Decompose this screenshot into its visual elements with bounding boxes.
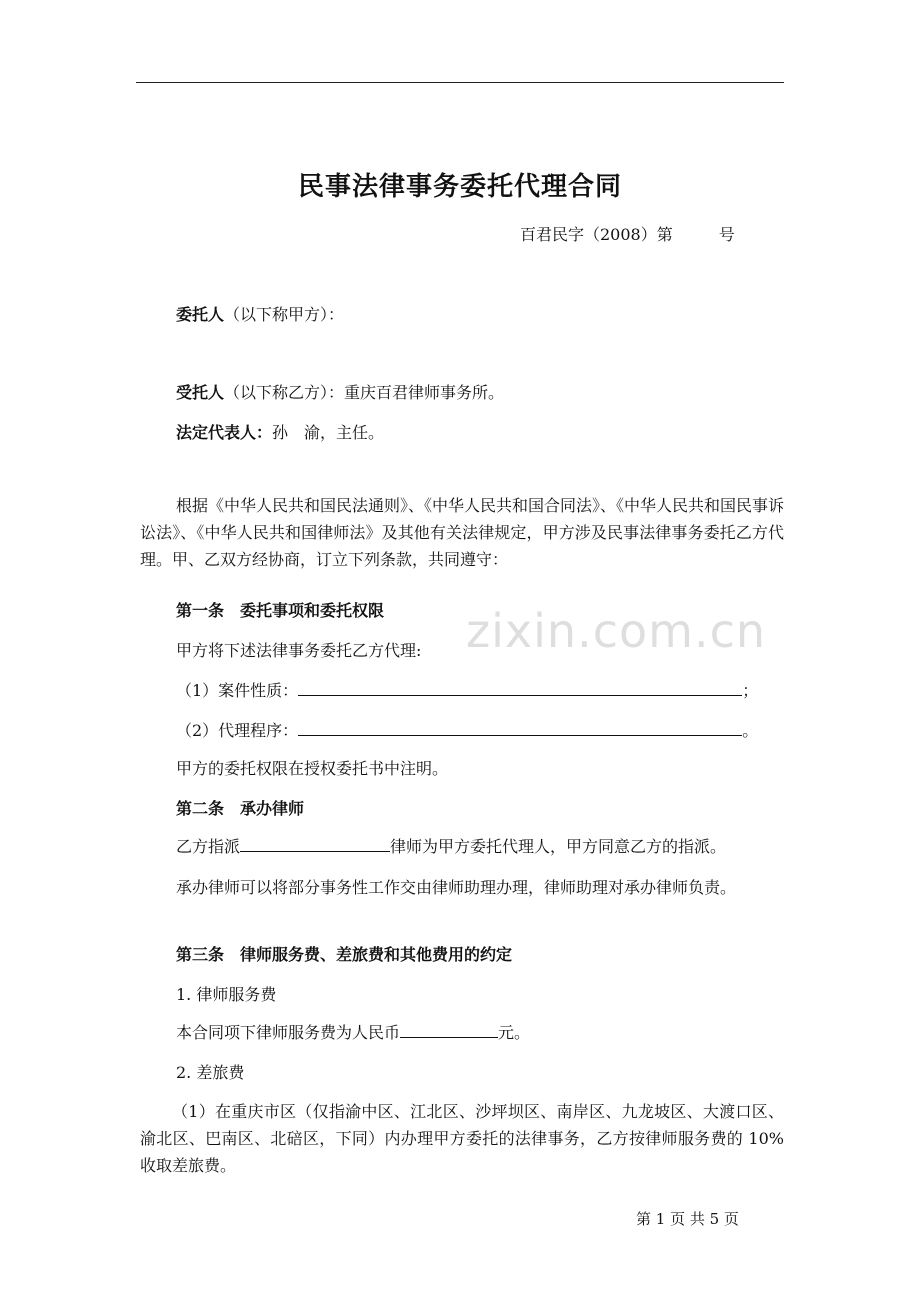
article1-heading: 第一条 委托事项和委托权限 [176,601,385,620]
article3-fee-line [176,1020,530,1043]
item2-label: （2）代理程序： [176,721,299,740]
document-number [520,222,735,245]
article1-note: 甲方的委托权限在授权委托书中注明。 [176,759,449,778]
article2-p1-after: 律师为甲方委托代理人，甲方同意乙方的指派。 [390,837,727,856]
party-b-label: 受托人 [176,383,225,402]
legal-rep-label: 法定代表人： [176,423,273,442]
fee-after: 元。 [498,1023,531,1042]
party-a-label: 委托人 [176,305,225,324]
legal-rep-value: 孙 渝，主任。 [272,423,385,442]
article3-heading: 第三条 律师服务费、差旅费和其他费用的约定 [176,945,513,964]
article3-sub2: 2. 差旅费 [176,1063,245,1082]
party-b-value: （以下称乙方）：重庆百君律师事务所。 [224,383,505,402]
article3-sub1: 1. 律师服务费 [176,985,277,1004]
header-rule [136,82,784,83]
case-nature-blank [298,679,742,696]
item1-end: ； [742,681,759,700]
article2-p1-before: 乙方指派 [176,837,241,856]
agency-procedure-blank [298,719,742,736]
article1-intro: 甲方将下述法律事务委托乙方代理: [176,641,422,660]
fee-amount-blank [400,1021,498,1038]
document-number-prefix: 百君民字（2008）第 [520,225,673,244]
article2-p2: 承办律师可以将部分事务性工作交由律师助理办理，律师助理对承办律师负责。 [176,878,737,897]
document-title: 民事法律事务委托代理合同 [297,172,622,202]
article2-heading: 第二条 承办律师 [176,799,305,818]
fee-before: 本合同项下律师服务费为人民币 [176,1023,401,1042]
article1-item2 [176,718,758,741]
party-a-note: （以下称甲方）： [224,305,345,324]
watermark-text: zixin.com.cn [466,604,767,658]
document-number-suffix: 号 [718,225,735,244]
party-b-line [176,380,504,403]
page-number: 第 1 页 共 5 页 [636,1210,739,1228]
party-a-line [176,302,344,325]
item2-end: 。 [742,721,759,740]
item1-label: （1）案件性质： [176,681,299,700]
travel-expense-paragraph: （1）在重庆市区（仅指渝中区、江北区、沙坪坝区、南岸区、九龙坡区、大渡口区、渝北区、巴南区、北碚区，下同）内办理甲方委托的法律事务，乙方按律师服务费的 10%收取差旅费。 [140,1102,784,1175]
lawyer-name-blank [240,835,390,852]
article1-item1 [176,678,758,701]
article2-p1 [176,834,726,857]
preamble-paragraph: 根据《中华人民共和国民法通则》、《中华人民共和国合同法》、《中华人民共和国民事诉讼法》、《中华人民共和国律师法》及其他有关法律规定，甲方涉及民事法律事务委托乙方代理。甲、乙双方经协商，订立下列条款，共同遵守： [140,496,785,569]
legal-rep-line [176,420,384,443]
